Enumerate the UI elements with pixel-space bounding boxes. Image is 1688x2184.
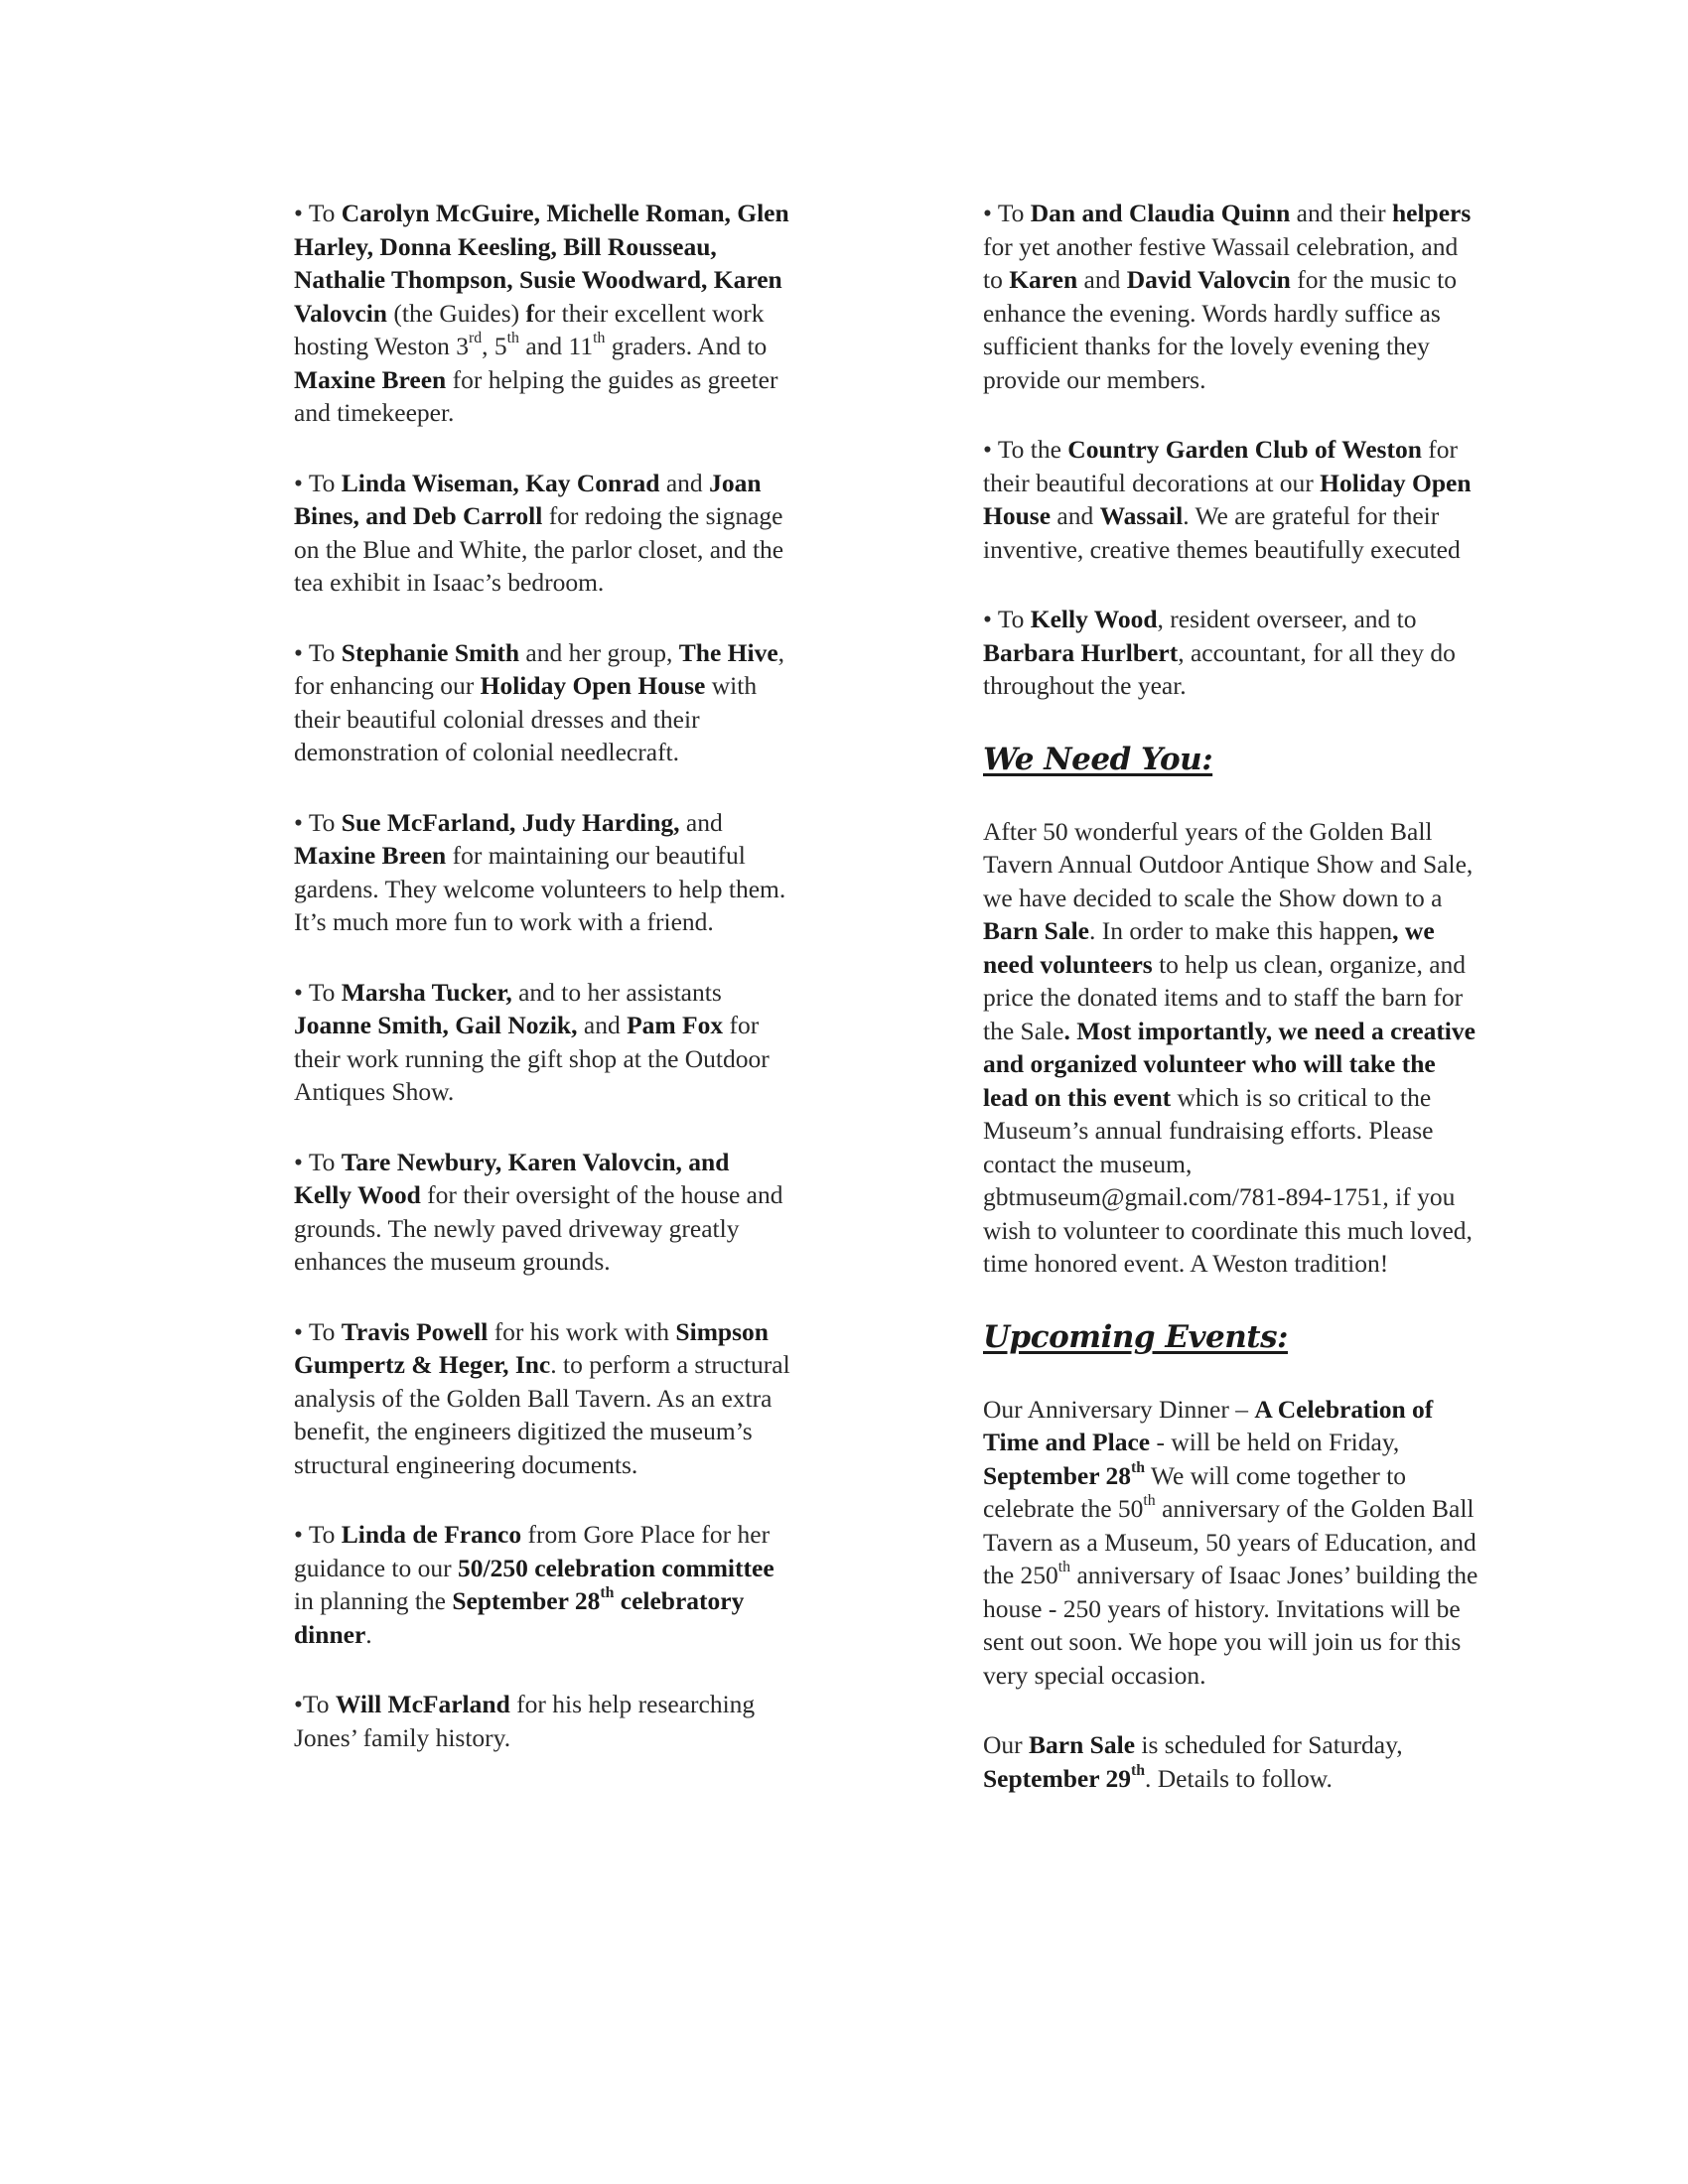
text-run: . We are grateful for their inventive, creative themes beautifully executed	[983, 501, 1461, 564]
thanks-research	[294, 1688, 790, 1754]
text-run: for their oversight of the house and grounds. The newly paved driveway greatly enhances the museum grounds.	[294, 1180, 783, 1276]
bold-text: , we need volunteers	[983, 916, 1435, 979]
bold-text: Carolyn McGuire, Michelle Roman, Glen Harley, Donna Keesling, Bill Rousseau, Nathalie Thompson, Susie Woodward, Karen Valovcin	[294, 199, 789, 328]
bold-text: The Hive	[678, 637, 778, 667]
text-run: . In order to make this happen	[1088, 916, 1393, 945]
text-run: After 50 wonderful years of the Golden Ball Tavern Annual Outdoor Antique Show and Sale, we have decided to scale the Show down to a	[983, 816, 1474, 912]
text-run: for redoing the signage on the Blue and White, the parlor closet, and the tea exhibit in Isaac’s bedroom.	[294, 501, 784, 597]
thanks-guides	[294, 197, 790, 430]
text-run: • To the	[983, 435, 1068, 464]
bold-text: 50/250 celebration committee	[458, 1553, 774, 1582]
bold-text: Tare Newbury, Karen Valovcin, and Kelly Wood	[294, 1147, 730, 1209]
bold-text: . Most importantly, we need a creative and organized volunteer who will take the lead on this event	[983, 1016, 1476, 1112]
text-run: Our Anniversary Dinner –	[983, 1394, 1255, 1424]
left-column	[294, 197, 790, 1791]
anniversary-dinner-text	[983, 1393, 1479, 1693]
text-run: - will be held on Friday,	[1150, 1428, 1400, 1456]
text-run: anniversary of Isaac Jones’ building the house - 250 years of history. Invitations will be sent out soon. We hope you will join us for this very special occasion.	[983, 1561, 1478, 1690]
text-run: • To	[294, 468, 342, 497]
bold-text: A Celebration of Time and Place	[983, 1394, 1434, 1456]
text-run: for their work running the gift shop at the Outdoor Antiques Show.	[294, 1011, 770, 1106]
bold-text: Stephanie Smith	[341, 637, 520, 667]
text-run: and	[577, 1011, 628, 1039]
text-run: for his help researching Jones’ family history.	[294, 1690, 756, 1752]
we-need-you-body	[983, 815, 1479, 1281]
bold-text: Simpson Gumpertz & Heger, Inc	[294, 1316, 769, 1379]
bold-text: Linda de Franco	[341, 1520, 522, 1549]
superscript: th	[1057, 1559, 1071, 1576]
bold-text: Pam Fox	[627, 1011, 724, 1039]
bold-text: Linda Wiseman, Kay Conrad	[341, 468, 660, 497]
text-run: • To	[294, 199, 342, 227]
text-run: . to perform a structural analysis of the Golden Ball Tavern. As an extra benefit, the engineers digitized the museum’s structural engineering documents.	[294, 1350, 790, 1479]
text-run: and 11	[518, 332, 594, 360]
bold-text: Holiday Open House	[480, 671, 706, 700]
bold-text: Marsha Tucker,	[341, 977, 512, 1007]
bold-text: Barn Sale	[1029, 1730, 1136, 1759]
bold-text: th	[1130, 1458, 1146, 1476]
text-run: anniversary of the Golden Ball Tavern as a Museum, 50 years of Education, and the 250	[983, 1494, 1477, 1589]
bold-text: Dan and Claudia Quinn	[1030, 199, 1291, 227]
text-run: for the music to enhance the evening. Words hardly suffice as sufficient thanks for the lovely evening they provide our members.	[983, 265, 1457, 394]
bold-text: helpers	[1391, 199, 1472, 227]
text-run: for helping the guides as greeter and timekeeper.	[294, 364, 778, 427]
bold-text: Holiday Open House	[983, 468, 1472, 530]
text-run: for yet another festive Wassail celebration, and to	[983, 231, 1459, 294]
bold-text: Country Garden Club of Weston	[1067, 435, 1422, 464]
thanks-gift-shop	[294, 976, 790, 1109]
text-run: . Details to follow.	[1145, 1763, 1333, 1793]
bold-text: David Valovcin	[1126, 265, 1291, 294]
text-run: and to her assistants	[511, 977, 722, 1007]
text-run: and	[659, 468, 710, 497]
bold-text: Joan Bines, and Deb Carroll	[294, 468, 762, 530]
bold-text: Sue McFarland, Judy Harding,	[341, 807, 680, 837]
thanks-gore-place	[294, 1518, 790, 1651]
right-column	[983, 197, 1479, 1832]
text-run: , resident overseer, and to	[1157, 605, 1417, 633]
bold-text: celebratory dinner	[294, 1586, 745, 1649]
text-run: • To	[294, 1147, 342, 1176]
bold-text: Barn Sale	[983, 916, 1089, 945]
text-run: graders. And to	[605, 332, 768, 360]
text-run: with their beautiful colonial dresses and their demonstration of colonial needlecraft.	[294, 671, 758, 766]
text-run: We will come together to celebrate the 50	[983, 1460, 1407, 1523]
text-run: or their excellent work hosting Weston 3	[294, 298, 765, 360]
text-run: • To	[294, 1520, 342, 1549]
bold-text: Karen	[1009, 265, 1078, 294]
text-run: is scheduled for Saturday,	[1135, 1730, 1403, 1759]
text-run: •To	[294, 1690, 336, 1718]
bold-text: Barbara Hurlbert	[983, 637, 1179, 667]
text-run: • To	[983, 199, 1031, 227]
text-run: for maintaining our beautiful gardens. They welcome volunteers to help them. It’s much more fun to work with a friend.	[294, 841, 786, 936]
text-run: • To	[294, 977, 342, 1007]
text-run: Our	[983, 1730, 1030, 1759]
bold-text: th	[600, 1584, 615, 1602]
thanks-gardens	[294, 806, 790, 939]
text-run: • To	[294, 637, 342, 667]
text-run: • To	[294, 1316, 342, 1346]
upcoming-events-heading: Upcoming Events:	[983, 1318, 1288, 1355]
bold-text: Joanne Smith, Gail Nozik,	[294, 1011, 578, 1039]
thanks-wassail	[983, 197, 1479, 396]
superscript: rd	[469, 330, 483, 347]
bold-text: Maxine Breen	[294, 841, 447, 870]
text-run: which is so critical to the Museum’s annual fundraising efforts. Please contact the museum, gbtmuseum@gmail.com/781-894-1751, if you wish to volunteer to coordinate this much loved, time honored event. A Weston tradition!	[983, 1082, 1473, 1278]
thanks-signage	[294, 467, 790, 600]
text-run: from Gore Place for her guidance to our	[294, 1520, 771, 1582]
thanks-hive	[294, 636, 790, 769]
text-run: and	[1077, 265, 1127, 294]
text-run: and their	[1290, 199, 1392, 227]
text-run: (the Guides)	[387, 298, 526, 328]
text-run: • To	[983, 605, 1031, 633]
text-run: , accountant, for all they do throughout the year.	[983, 637, 1456, 700]
text-run: and	[679, 807, 723, 837]
bold-text: Will McFarland	[335, 1690, 510, 1718]
bold-text: th	[1130, 1761, 1146, 1779]
bold-text: September 28	[983, 1460, 1131, 1490]
superscript: th	[1143, 1492, 1156, 1510]
thanks-overseer	[983, 603, 1479, 703]
bold-text: September 29	[983, 1763, 1131, 1793]
bold-text: Travis Powell	[341, 1316, 489, 1346]
text-run: to help us clean, organize, and price the donated items and to staff the barn for the Sale	[983, 949, 1467, 1045]
text-run: and her group,	[519, 637, 679, 667]
thanks-garden-club	[983, 433, 1479, 566]
bold-text: Kelly Wood	[1030, 605, 1158, 633]
text-run: , for enhancing our	[294, 637, 785, 700]
bold-text: Wassail	[1099, 501, 1184, 530]
text-run: and	[1051, 501, 1100, 530]
bold-text: f	[525, 298, 535, 328]
text-run: in planning the	[294, 1586, 453, 1615]
text-run: , 5	[482, 332, 507, 360]
text-run: for his work with	[488, 1316, 676, 1346]
superscript: th	[506, 330, 519, 347]
text-run: for their beautiful decorations at our	[983, 435, 1458, 497]
thanks-grounds	[294, 1146, 790, 1279]
text-run: • To	[294, 807, 342, 837]
bold-text: Maxine Breen	[294, 364, 447, 394]
barn-sale-text	[983, 1728, 1479, 1795]
superscript: th	[593, 330, 606, 347]
text-run: .	[365, 1619, 372, 1649]
bold-text: September 28	[452, 1586, 601, 1615]
we-need-you-heading: We Need You:	[983, 741, 1213, 777]
thanks-structural	[294, 1315, 790, 1482]
